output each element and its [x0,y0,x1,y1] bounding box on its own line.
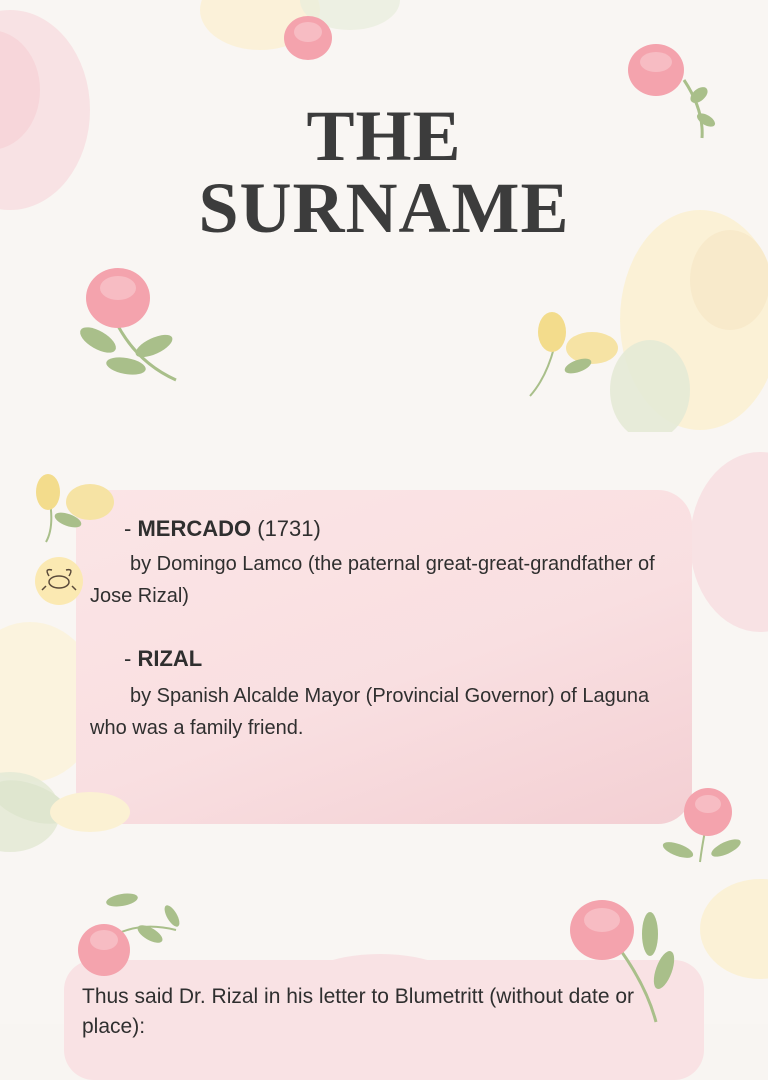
leaf-icon [0,772,140,864]
surname-slide [0,432,768,864]
surname-mercado: MERCADO [137,516,252,541]
page-title [0,96,768,248]
background-flower-icon [690,874,768,984]
letter-slide [0,864,768,1038]
entry-rizal-description: by Spanish Alcalde Mayor (Provincial Governor) of Laguna who was a family friend. [90,685,650,739]
entry-year: (1731) [251,516,321,541]
letter-paragraph: Thus said Dr. Rizal in his letter to Blumetritt (without date or place): [82,985,635,1038]
background-flower-icon [680,442,768,632]
title-slide [0,0,768,432]
title-line-1: THE [306,96,462,176]
entry-mercado-heading: - MERCADO (1731) [124,516,321,541]
tulip-icon [526,308,622,400]
entry-mercado-description: by Domingo Lamco (the paternal great-great-grandfather of Jose Rizal) [90,553,655,607]
rose-icon [656,786,746,864]
rose-icon [76,880,186,980]
rose-icon [76,262,188,386]
rose-icon [278,8,338,68]
tulip-icon [30,472,120,544]
entry-rizal-heading: - RIZAL [124,646,203,671]
surname-rizal: RIZAL [137,646,203,671]
title-line-2: SURNAME [198,168,570,248]
background-flower-icon [610,220,768,432]
bee-icon [34,556,84,606]
